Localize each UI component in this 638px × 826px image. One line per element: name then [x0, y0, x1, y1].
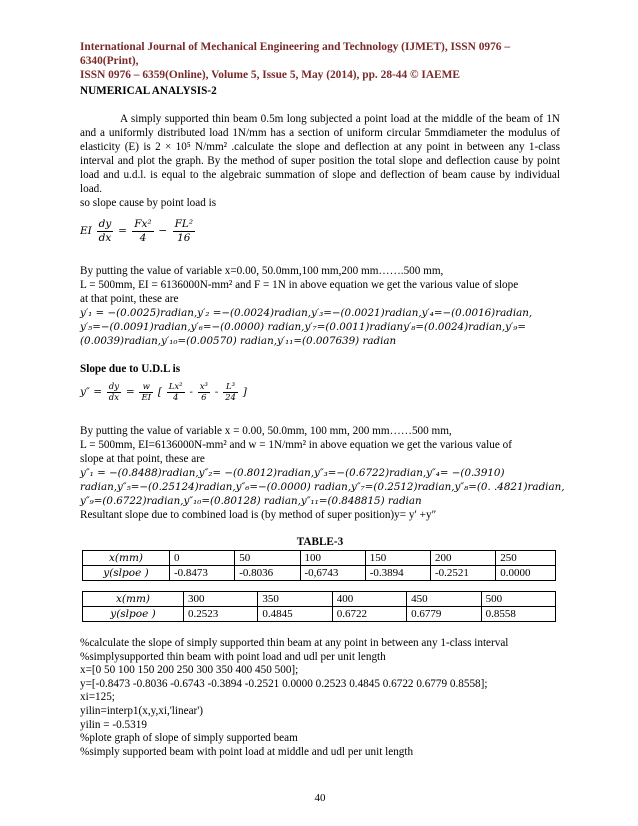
point-load-text: [80, 264, 560, 348]
udl-text: [80, 424, 565, 522]
udl-term-a-num: Lx²: [168, 382, 183, 392]
table-cell: 250: [496, 551, 556, 566]
table-header-x: x(mm): [83, 592, 184, 607]
udl-line-3: slope at that point, these are: [80, 453, 205, 465]
code-line: yilin = -0.5319: [80, 718, 147, 731]
slope-table-part-2: [82, 591, 556, 622]
code-line: x=[0 50 100 150 200 250 300 350 400 450 500];: [80, 664, 299, 677]
table-row-x: [83, 592, 556, 607]
udl-derivative: [107, 382, 121, 403]
table-cell: -0.2521: [431, 566, 496, 581]
point-load-intro: so slope cause by point load is: [80, 197, 217, 209]
table-cell: 50: [235, 551, 300, 566]
eq1-term1-den: 4: [139, 232, 147, 244]
code-line: %calculate the slope of simply supported thin beam at any point in between any 1-class interval: [80, 637, 509, 649]
table-cell: 300: [184, 592, 258, 607]
table-cell: 100: [300, 551, 365, 566]
eq1-term2-den: 16: [177, 232, 191, 244]
eq1-term1-num: Fx²: [134, 218, 152, 230]
eq1-derivative: [97, 218, 114, 245]
eq1-derivative-num: dy: [98, 218, 112, 230]
section-title: NUMERICAL ANALYSIS-2: [80, 85, 217, 97]
table-cell: 150: [365, 551, 430, 566]
eq1-term1: [132, 218, 153, 245]
table-cell: 200: [431, 551, 496, 566]
udl-w-den: EI: [141, 393, 152, 403]
point-load-line-1: By putting the value of variable x=0.00, 50.0mm,100 mm,200 mm…….500 mm,: [80, 265, 444, 277]
udl-line-2: L = 500mm, EI=6136000N-mm² and w = 1N/mm² in above equation we get the various value of: [80, 439, 512, 451]
point-load-line-2: L = 500mm, EI = 6136000N-mm² and F = 1N in above equation we get the various value of slope: [80, 279, 519, 291]
table-cell: 0.0000: [496, 566, 556, 581]
table-header-y: y(slpoe ): [83, 566, 170, 581]
code-line: y=[-0.8473 -0.8036 -0.6743 -0.3894 -0.2521 0.0000 0.2523 0.4845 0.6722 0.6779 0.8558];: [80, 677, 488, 690]
udl-title: Slope due to U.D.L is: [80, 363, 181, 375]
udl-term-b: [198, 382, 210, 403]
udl-values-1: y″₁ = −(0.8488)radian,y″₂= −(0.8012)radian,y″₃=−(0.6722)radian,y″₄= −(0.3910): [80, 467, 505, 479]
udl-values-2: radian,y″₅=−(0.25124)radian,y″₆=−(0.0000) radian,y″₇=(0.2512)radian,y″₈=(0. .4821)radian,: [80, 481, 565, 493]
table-row-y: [83, 607, 556, 622]
udl-derivative-den: dx: [108, 393, 120, 403]
table-cell: -0.3894: [365, 566, 430, 581]
page-number: 40: [314, 792, 326, 804]
header-line-1: International Journal of Mechanical Engineering and Technology (IJMET), ISSN 0976 – 6340(Print),: [80, 41, 511, 67]
eq1-ei: EI: [80, 225, 92, 238]
udl-w-num: w: [139, 382, 153, 393]
eq1-term2: [173, 218, 195, 245]
table-cell: 0.2523: [184, 607, 258, 622]
udl-term-c-den: 24: [225, 393, 236, 403]
point-load-values-3: (0.0039)radian,y′₁₀=(0.00570) radian,y′₁₁=(0.007639) radian: [80, 335, 397, 347]
code-line: xi=125;: [80, 691, 115, 704]
udl-term-b-num: x³: [199, 382, 208, 392]
point-load-values-2: y′₅=−(0.0091)radian,y′₆=−(0.0000) radian,y′₇=(0.0011)radiany′₈=(0.0024)radian,y′₉=: [80, 321, 527, 333]
point-load-line-3: at that point, these are: [80, 293, 179, 305]
table-cell: 450: [407, 592, 481, 607]
udl-term-c-num: L³: [223, 382, 238, 393]
udl-resultant: Resultant slope due to combined load is (by method of super position)y= y′ +y″: [80, 509, 437, 521]
udl-line-1: By putting the value of variable x = 0.00, 50.0mm, 100 mm, 200 mm……500 mm,: [80, 425, 452, 437]
point-load-values-1: y′₁ = −(0.0025)radian,y′₂ =−(0.0024)radian,y′₃=−(0.0021)radian,y′₄=−(0.0016)radian,: [80, 307, 533, 319]
equation-udl: y″ = $\frac{dy}{dx}$ = $\frac{w}{EI}$ [ $\frac{\text{Lx²}}{4}$ - $\frac{\text{x³}}{6}$ - $\frac{\text{L³}}{24}$ ]: [80, 382, 247, 403]
udl-w-over-ei: [139, 382, 153, 403]
journal-header: [80, 40, 560, 82]
table-cell: 500: [481, 592, 555, 607]
udl-lhs: y″ =: [80, 386, 102, 399]
table-cell: -0,6743: [300, 566, 365, 581]
udl-term-c: [223, 382, 238, 403]
table-row-x: [83, 551, 556, 566]
eq1-term2-num: FL²: [174, 218, 194, 230]
table-header-y: y(slpoe ): [83, 607, 184, 622]
code-line: yilin=interp1(x,y,xi,'linear'): [80, 704, 204, 717]
table-cell: 0.6779: [407, 607, 481, 622]
table-cell: 0.8558: [481, 607, 555, 622]
table-cell: 0.6722: [332, 607, 406, 622]
table-cell: 0: [170, 551, 235, 566]
udl-derivative-num: dy: [108, 382, 120, 392]
udl-term-a: [167, 382, 185, 403]
table-cell: -0.8036: [235, 566, 300, 581]
table-cell: 0.4845: [258, 607, 332, 622]
equation-point-load: EI $\frac{dy}{dx}$ = $\frac{\text{Fx²}}{4}$ − $\frac{\text{FL²}}{16}$: [80, 218, 194, 244]
table-header-x: x(mm): [83, 551, 170, 566]
eq1-derivative-den: dx: [98, 232, 112, 244]
matlab-code-block: [80, 637, 580, 759]
table-cell: -0.8473: [170, 566, 235, 581]
problem-paragraph: A simply supported thin beam 0.5m long subjected a point load at the middle of the beam of 1N and a uniformly distributed load 1N/mm has a section of uniform circular 5mmdiameter the modulus of elasticity (E) is 2 × 10⁵ N/mm² .calculate the slope and deflection at any point in between any 1-class interval and plot the graph. By the method of super position the total slope and deflection cause by point load and u.d.l. is equal to the algebraic summation of slope and deflection of beam cause by individual load.: [80, 113, 560, 195]
udl-term-a-den: 4: [172, 393, 179, 403]
table-title: TABLE-3: [296, 536, 344, 548]
header-line-2: ISSN 0976 – 6359(Online), Volume 5, Issue 5, May (2014), pp. 28-44 © IAEME: [80, 69, 461, 81]
code-line: %plote graph of slope of simply supported beam: [80, 732, 298, 745]
code-line: %simplysupported thin beam with point load and udl per unit length: [80, 650, 386, 663]
table-cell: 400: [332, 592, 406, 607]
udl-term-b-den: 6: [201, 393, 207, 403]
code-line: %simply supported beam with point load at middle and udl per unit length: [80, 745, 414, 758]
slope-table-part-1: [82, 550, 556, 581]
table-row-y: [83, 566, 556, 581]
table-cell: 350: [258, 592, 332, 607]
udl-values-3: y″₉=(0.6722)radian,y″₁₀=(0.80128) radian,y″₁₁=(0.848815) radian: [80, 495, 422, 507]
